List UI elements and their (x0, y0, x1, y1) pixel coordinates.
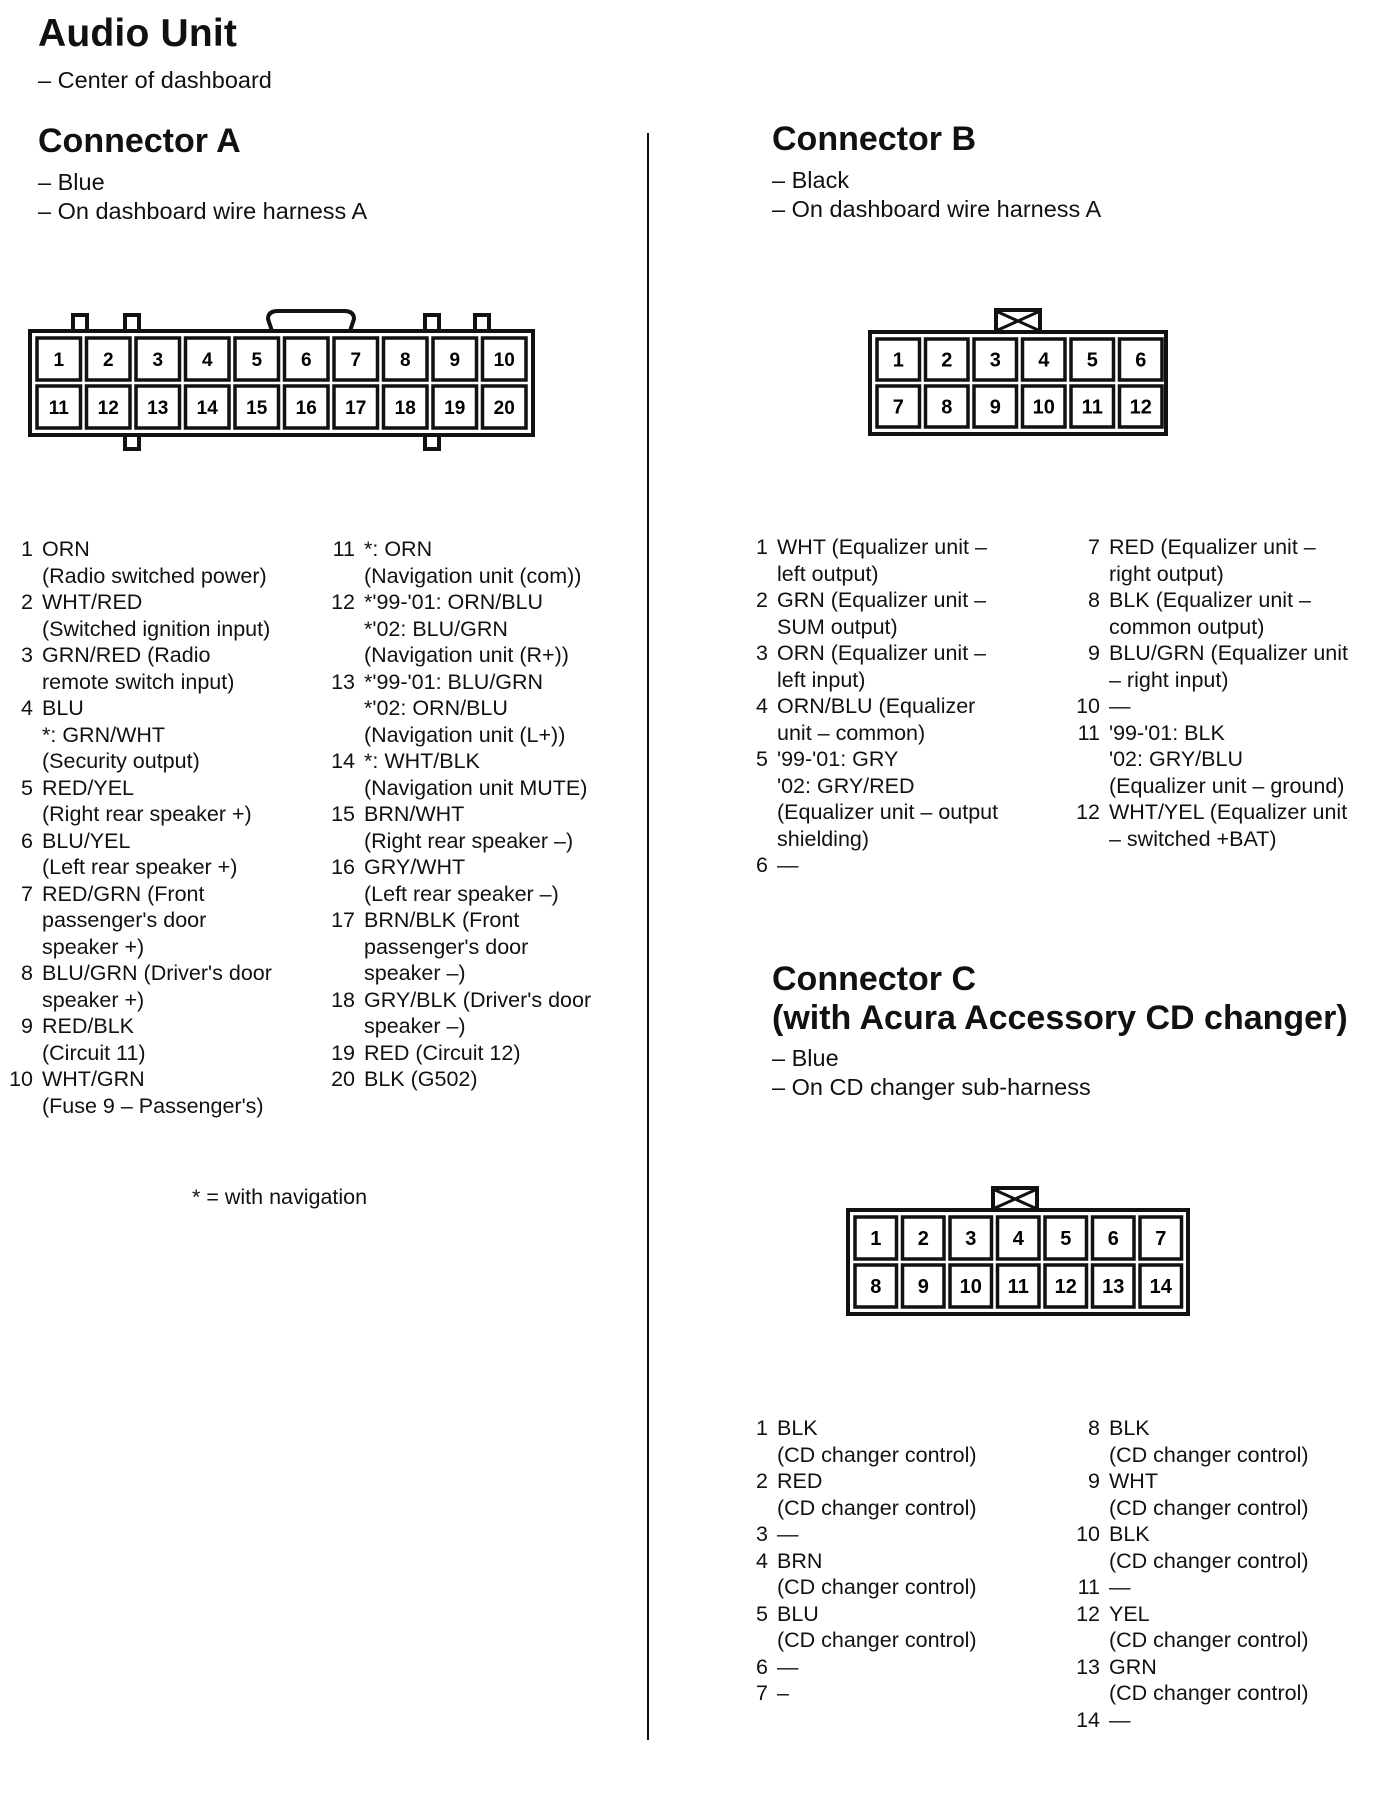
connector-c-title-line2: (with Acura Accessory CD changer) (772, 999, 1348, 1037)
connector-a-pin-number: 11 (48, 397, 69, 419)
pin-description-line: RED/BLK (42, 1014, 135, 1038)
pin-description-line: (Navigation unit MUTE) (364, 775, 588, 800)
connector-b-pins-col1 (738, 534, 998, 879)
connector-a-pin-number: 7 (350, 349, 362, 371)
pin-description-line: passenger's door (364, 934, 529, 959)
connector-c-pin-item (1070, 1521, 1309, 1574)
pin-description-line: (CD changer control) (777, 1495, 977, 1520)
pin-description-line: (Circuit 11) (42, 1040, 146, 1065)
connector-b-pin-item (738, 587, 998, 640)
connector-c-pin-number: 10 (959, 1276, 982, 1299)
pin-description-line: shielding) (777, 826, 870, 851)
connector-a-pin-item (325, 801, 591, 854)
connector-a-pin-item (325, 748, 591, 801)
connector-a-pin-number: 5 (251, 349, 263, 371)
connector-b-pin-number: 6 (1135, 349, 1147, 372)
pin-description (42, 536, 267, 589)
pin-description-line: *'99-'01: ORN/BLU (364, 590, 544, 614)
pin-description-line: BLK (Equalizer unit – (1109, 588, 1311, 612)
pin-number: 8 (1088, 588, 1100, 612)
pin-description-line: (Navigation unit (L+)) (364, 722, 566, 747)
pin-number: 4 (756, 1548, 768, 1573)
connector-b-pin-number: 9 (989, 396, 1001, 419)
pin-number: 8 (21, 961, 33, 985)
connector-b-pin-number: 12 (1129, 396, 1152, 419)
pin-number: 20 (331, 1067, 355, 1091)
connector-c-pin-number: 11 (1007, 1276, 1029, 1299)
pin-number: 9 (21, 1014, 33, 1038)
connector-a-pin-number: 10 (493, 349, 515, 371)
connector-a-pin-item (3, 695, 272, 775)
pin-description-line: (CD changer control) (1109, 1628, 1309, 1652)
pin-description-line: — (777, 853, 799, 877)
pin-description-line: *: GRN/WHT (42, 722, 166, 747)
pin-description-line: — (1109, 1707, 1131, 1732)
pin-description (42, 828, 237, 881)
connector-a-pin-item (325, 589, 591, 669)
connector-b-diagram (860, 300, 1180, 440)
pin-description (1109, 720, 1344, 800)
pin-description-line: (Radio switched power) (42, 563, 267, 588)
pin-description-line: *: ORN (364, 537, 433, 561)
connector-c-pin-item (738, 1680, 977, 1707)
pin-description (1109, 1521, 1309, 1574)
pin-description (777, 1548, 977, 1601)
page-subtitle: – Center of dashboard (38, 67, 272, 93)
connector-c-pin-item (1070, 1415, 1309, 1468)
connector-a-pin-number: 8 (399, 349, 411, 371)
pin-number: 3 (756, 641, 768, 665)
pin-description-line: *'99-'01: BLU/GRN (364, 669, 544, 694)
pin-description-line: BRN (777, 1548, 823, 1573)
pin-description-line: BRN/WHT (364, 802, 465, 826)
connector-c-pin-number: 6 (1107, 1228, 1119, 1251)
pin-description-line: (Security output) (42, 749, 200, 773)
pin-description-line: (Equalizer unit – ground) (1109, 773, 1345, 798)
connector-b-pin-number: 4 (1038, 349, 1050, 372)
pin-number: 17 (331, 908, 355, 932)
pin-number: 1 (21, 537, 33, 561)
pin-description (42, 642, 234, 695)
connector-a-pin-item (3, 960, 272, 1013)
connector-c-pin-number: 2 (917, 1228, 929, 1251)
connector-a-pin-item (325, 907, 591, 987)
pin-description-line: (Navigation unit (R+)) (364, 643, 569, 667)
connector-a-pin-item (325, 987, 591, 1040)
connector-a-pin-item (3, 642, 272, 695)
pin-description-line: speaker +) (42, 987, 145, 1012)
pin-number: 6 (756, 853, 768, 877)
connector-c-pin-number: 14 (1149, 1276, 1172, 1299)
pin-description-line: BLK (1109, 1416, 1150, 1440)
pin-number: 1 (756, 1416, 768, 1440)
connector-c-pin-item (1070, 1574, 1309, 1601)
pin-number: 5 (756, 747, 768, 771)
pin-description-line: WHT/GRN (42, 1067, 145, 1091)
connector-c-pin-item (738, 1415, 977, 1468)
connector-a-pin-number: 3 (152, 349, 164, 371)
pin-description-line: RED (Circuit 12) (364, 1040, 521, 1065)
pin-number: 7 (21, 881, 33, 906)
pin-description (42, 695, 200, 775)
pin-number: 2 (756, 588, 768, 612)
pin-description-line: *: WHT/BLK (364, 749, 480, 773)
connector-c-pin-number: 8 (870, 1276, 882, 1299)
connector-b-pin-number: 8 (941, 396, 953, 419)
pin-number: 11 (332, 537, 355, 561)
connector-a-pin-number: 12 (97, 397, 119, 419)
pin-description-line: (CD changer control) (777, 1575, 977, 1599)
pin-description (364, 536, 581, 589)
pin-description (777, 640, 986, 693)
pin-number: 11 (1077, 720, 1100, 745)
pin-description-line: ORN/BLU (Equalizer (777, 694, 976, 718)
pin-description (364, 987, 591, 1040)
pin-description (777, 1415, 977, 1468)
pin-number: 3 (21, 643, 33, 667)
connector-b-pin-number: 11 (1081, 396, 1103, 419)
connector-c-pin-item (1070, 1468, 1309, 1521)
connector-c-pin-number: 1 (870, 1228, 882, 1251)
connector-c-diagram (838, 1180, 1198, 1320)
pin-description (777, 534, 987, 587)
pin-description-line: WHT (Equalizer unit – (777, 535, 987, 559)
pin-description (42, 1066, 264, 1119)
pin-description (42, 960, 272, 1013)
connector-c-pin-number: 13 (1102, 1276, 1125, 1299)
pin-description-line: WHT (1109, 1469, 1158, 1493)
pin-number: 7 (756, 1681, 768, 1705)
connector-b-pin-item (1070, 720, 1348, 800)
pin-description (777, 852, 799, 879)
pin-description-line: (Fuse 9 – Passenger's) (42, 1093, 264, 1118)
connector-c-pin-item (738, 1521, 977, 1548)
pin-number: 3 (756, 1522, 768, 1546)
pin-description (1109, 799, 1347, 852)
pin-description-line: left output) (777, 561, 879, 586)
connector-a-pin-number: 15 (246, 397, 268, 419)
pin-number: 10 (1076, 694, 1100, 718)
connector-a-pin-item (3, 1013, 272, 1066)
pin-number: 4 (756, 694, 768, 718)
pin-description-line: (Right rear speaker +) (42, 802, 252, 826)
pin-description-line: GRN (1109, 1654, 1157, 1679)
connector-c-pin-item (738, 1654, 977, 1681)
connector-b-pin-item (738, 746, 998, 852)
pin-number: 15 (331, 802, 355, 826)
pin-number: 13 (1076, 1654, 1100, 1679)
pin-description (364, 589, 569, 669)
connector-c-pin-number: 3 (965, 1228, 977, 1251)
pin-description (777, 1468, 977, 1521)
connector-a-pin-item (325, 536, 591, 589)
pin-description-line: — (777, 1522, 799, 1546)
connector-b-pin-number: 10 (1032, 396, 1055, 419)
connector-c-color: – Blue (772, 1045, 839, 1071)
pin-description-line: (Switched ignition input) (42, 616, 271, 641)
connector-a-pin-number: 17 (345, 397, 367, 419)
connector-b-title: Connector B (772, 120, 976, 158)
pin-description-line: (Left rear speaker –) (364, 881, 559, 906)
pin-description-line: (CD changer control) (1109, 1681, 1309, 1705)
connector-a-pin-item (3, 589, 272, 642)
connector-c-location: – On CD changer sub-harness (772, 1074, 1091, 1100)
pin-description-line: ORN (Equalizer unit – (777, 641, 987, 665)
pin-description-line: speaker –) (364, 1014, 466, 1038)
pin-description-line: (Left rear speaker +) (42, 855, 238, 879)
pin-description-line: GRY/BLK (Driver's door (364, 987, 592, 1012)
pin-number: 5 (21, 775, 33, 800)
pin-description (364, 669, 565, 749)
connector-c-pin-item (738, 1601, 977, 1654)
pin-description (1109, 1601, 1309, 1654)
pin-description (364, 1066, 478, 1093)
pin-number: 10 (9, 1067, 33, 1091)
pin-description-line: (Right rear speaker –) (364, 828, 574, 853)
connector-b-pin-number: 5 (1086, 349, 1098, 372)
connector-b-pin-item (738, 693, 998, 746)
connector-b-pin-item (1070, 799, 1348, 852)
connector-a-pins-col2 (325, 536, 591, 1093)
connector-c-pins-col2 (1070, 1415, 1309, 1733)
pin-description-line: RED/YEL (42, 775, 135, 800)
pin-description-line: '99-'01: GRY (777, 747, 899, 771)
connector-a-title: Connector A (38, 122, 241, 160)
pin-description-line: RED/GRN (Front (42, 881, 205, 906)
connector-a-pin-item (325, 669, 591, 749)
pin-description-line: GRN (Equalizer unit – (777, 588, 987, 612)
connector-a-pin-number: 19 (444, 397, 466, 419)
connector-a-pin-item (3, 828, 272, 881)
connector-a-pins-col1 (3, 536, 272, 1119)
pin-description-line: (CD changer control) (1109, 1548, 1309, 1573)
pin-description-line: passenger's door (42, 908, 207, 932)
pin-description (1109, 693, 1131, 720)
connector-c-pin-number: 12 (1054, 1276, 1077, 1299)
pin-description-line: SUM output) (777, 614, 898, 639)
connector-a-diagram (20, 295, 550, 455)
pin-description-line: – right input) (1109, 667, 1229, 692)
pin-description (1109, 1468, 1309, 1521)
pin-description (1109, 534, 1316, 587)
page-title: Audio Unit (38, 12, 238, 55)
pin-description-line: BLK (777, 1416, 818, 1440)
connector-a-pin-number: 6 (300, 349, 312, 371)
pin-number: 6 (21, 828, 33, 853)
pin-description-line: RED (Equalizer unit – (1109, 535, 1316, 559)
pin-description (777, 1654, 799, 1681)
pin-description-line: left input) (777, 667, 866, 692)
connector-a-location: – On dashboard wire harness A (38, 198, 368, 224)
pin-description (42, 775, 252, 828)
connector-a-pin-item (325, 1040, 591, 1067)
pin-number: 14 (1076, 1707, 1100, 1732)
connector-a-pin-number: 9 (449, 349, 461, 371)
connector-b-pin-item (1070, 693, 1348, 720)
connector-a-pin-number: 2 (102, 349, 114, 371)
pin-description-line: BLU/GRN (Equalizer unit (1109, 641, 1348, 665)
pin-description-line: BLU/GRN (Driver's door (42, 961, 272, 985)
pin-number: 6 (756, 1654, 768, 1679)
connector-c-pin-number: 5 (1060, 1228, 1072, 1251)
pin-description-line: – (777, 1681, 789, 1705)
connector-a-pin-item (325, 1066, 591, 1093)
pin-description-line: – switched +BAT) (1109, 826, 1277, 851)
pin-description-line: (Equalizer unit – output (777, 800, 999, 824)
connector-c-pin-item (1070, 1601, 1309, 1654)
pin-description-line: BLU (777, 1601, 819, 1626)
pin-number: 2 (21, 590, 33, 614)
pin-description (777, 1680, 789, 1707)
connector-a-pin-number: 18 (394, 397, 416, 419)
pin-description-line: YEL (1109, 1601, 1150, 1626)
column-divider (647, 133, 649, 1740)
pin-description-line: BLU/YEL (42, 828, 131, 853)
pin-description-line: — (777, 1654, 799, 1679)
pin-number: 1 (756, 535, 768, 559)
connector-a-pin-item (325, 854, 591, 907)
pin-description-line: BLU (42, 696, 84, 720)
pin-number: 9 (1088, 1469, 1100, 1493)
pin-description-line: ORN (42, 537, 90, 561)
pin-description-line: GRN/RED (Radio (42, 643, 211, 667)
connector-b-pin-item (738, 852, 998, 879)
connector-b-pin-number: 1 (892, 349, 904, 372)
connector-a-pin-number: 20 (493, 397, 515, 419)
pin-description (1109, 1574, 1131, 1601)
connector-c-pins-col1 (738, 1415, 977, 1707)
connector-b-pin-item (1070, 534, 1348, 587)
connector-b-location: – On dashboard wire harness A (772, 196, 1102, 222)
pin-number: 2 (756, 1469, 768, 1493)
connector-a-pin-number: 13 (147, 397, 169, 419)
pin-description (1109, 640, 1348, 693)
pin-number: 13 (331, 669, 355, 694)
pin-description-line: '02: GRY/BLU (1109, 747, 1243, 771)
pin-description-line: (Navigation unit (com)) (364, 563, 582, 588)
pin-description-line: (CD changer control) (777, 1442, 977, 1467)
pin-description (777, 693, 975, 746)
connector-a-pin-item (3, 1066, 272, 1119)
pin-description-line: WHT/RED (42, 590, 143, 614)
connector-c-title-line1: Connector C (772, 960, 976, 998)
pin-description (777, 1521, 799, 1548)
connector-c-pin-number: 7 (1155, 1228, 1167, 1251)
connector-b-color: – Black (772, 167, 850, 193)
pin-description-line: (CD changer control) (777, 1628, 977, 1652)
connector-b-pins-col2 (1070, 534, 1348, 852)
connector-a-color: – Blue (38, 169, 105, 195)
pin-description-line: (CD changer control) (1109, 1495, 1309, 1520)
connector-a-pin-number: 1 (53, 349, 65, 371)
pin-description (1109, 1415, 1309, 1468)
pin-number: 5 (756, 1601, 768, 1626)
connector-b-pin-number: 7 (892, 396, 904, 419)
connector-c-pin-item (738, 1468, 977, 1521)
pin-description (777, 746, 998, 852)
pin-description (1109, 1654, 1309, 1707)
pin-number: 9 (1088, 641, 1100, 665)
pin-description-line: speaker –) (364, 961, 466, 985)
pin-number: 7 (1088, 535, 1100, 559)
navigation-footnote: * = with navigation (192, 1185, 368, 1209)
connector-a-pin-item (3, 536, 272, 589)
connector-a-pin-number: 14 (196, 397, 218, 419)
pin-description (42, 881, 206, 961)
pin-description-line: *'02: BLU/GRN (364, 616, 508, 641)
pin-description-line: right output) (1109, 561, 1224, 586)
pin-description-line: BRN/BLK (Front (364, 908, 520, 932)
pin-description-line: — (1109, 1575, 1131, 1599)
pin-description (777, 1601, 977, 1654)
connector-b-pin-item (1070, 640, 1348, 693)
connector-a-pin-number: 16 (295, 397, 317, 419)
pin-description-line: common output) (1109, 614, 1265, 639)
pin-number: 8 (1088, 1416, 1100, 1440)
pin-description-line: BLK (1109, 1522, 1150, 1546)
pin-number: 14 (331, 749, 355, 773)
pin-number: 18 (331, 987, 355, 1012)
pin-description (364, 907, 528, 987)
connector-b-pin-item (738, 640, 998, 693)
pin-description (364, 1040, 521, 1067)
pin-number: 4 (21, 696, 33, 720)
connector-c-pin-number: 4 (1012, 1228, 1024, 1251)
connector-c-pin-item (1070, 1707, 1309, 1734)
pin-description (364, 801, 573, 854)
pin-description-line: GRY/WHT (364, 855, 466, 879)
pin-description-line: '02: GRY/RED (777, 773, 915, 798)
pin-description-line: speaker +) (42, 934, 145, 959)
pin-description-line: (CD changer control) (1109, 1442, 1309, 1467)
pin-description (1109, 1707, 1131, 1734)
pin-number: 12 (1076, 800, 1100, 824)
pin-description (364, 748, 587, 801)
pin-description-line: RED (777, 1469, 823, 1493)
connector-c-pin-number: 9 (917, 1276, 929, 1299)
connector-a-pin-item (3, 881, 272, 961)
connector-c-pin-item (738, 1548, 977, 1601)
pin-number: 10 (1076, 1522, 1100, 1546)
pin-description-line: '99-'01: BLK (1109, 720, 1225, 745)
pin-description (42, 589, 270, 642)
pin-number: 12 (1076, 1601, 1100, 1626)
pin-description-line: unit – common) (777, 720, 926, 745)
connector-c-pin-item (1070, 1654, 1309, 1707)
pin-description-line: WHT/YEL (Equalizer unit (1109, 800, 1348, 824)
pin-description (42, 1013, 146, 1066)
connector-a-pin-number: 4 (201, 349, 213, 371)
pin-description (364, 854, 559, 907)
pin-number: 16 (331, 855, 355, 879)
pin-number: 12 (331, 590, 355, 614)
pin-description (777, 587, 986, 640)
connector-b-pin-number: 2 (941, 349, 953, 372)
connector-b-pin-number: 3 (989, 349, 1001, 372)
pin-description-line: BLK (G502) (364, 1067, 478, 1091)
pin-description-line: — (1109, 694, 1131, 718)
connector-b-pin-item (738, 534, 998, 587)
pin-description-line: remote switch input) (42, 669, 235, 694)
pin-number: 11 (1077, 1575, 1100, 1599)
pin-number: 19 (331, 1040, 355, 1065)
connector-b-pin-item (1070, 587, 1348, 640)
connector-a-pin-item (3, 775, 272, 828)
pin-description (1109, 587, 1311, 640)
pin-description-line: *'02: ORN/BLU (364, 696, 508, 720)
